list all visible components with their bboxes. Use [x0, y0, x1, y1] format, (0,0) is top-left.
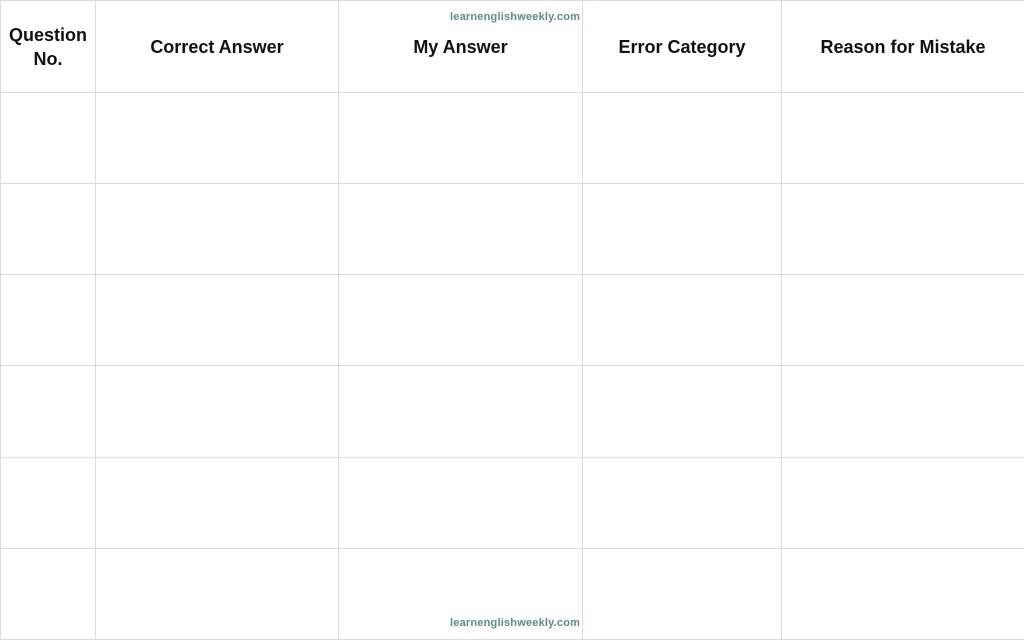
- cell-question-no[interactable]: [1, 93, 96, 184]
- cell-reason-for-mistake[interactable]: [782, 457, 1024, 548]
- header-correct-answer-label: Correct Answer: [150, 36, 284, 57]
- cell-reason-for-mistake[interactable]: [782, 93, 1024, 184]
- table-row: [1, 457, 1024, 548]
- header-reason-for-mistake: [782, 1, 1024, 93]
- watermark-bottom: learnenglishweekly.com: [450, 617, 581, 629]
- cell-my-answer[interactable]: [339, 366, 583, 457]
- header-error-category: [583, 1, 782, 93]
- cell-reason-for-mistake[interactable]: [782, 275, 1024, 366]
- watermark-top: learnenglishweekly.com: [450, 11, 581, 23]
- cell-correct-answer[interactable]: [96, 275, 339, 366]
- header-error-category-label: Error Category: [618, 36, 746, 57]
- cell-my-answer[interactable]: [339, 93, 583, 184]
- cell-question-no[interactable]: [1, 275, 96, 366]
- cell-question-no[interactable]: [1, 184, 96, 275]
- cell-my-answer[interactable]: [339, 457, 583, 548]
- table-row: [1, 184, 1024, 275]
- table-row: [1, 366, 1024, 457]
- header-correct-answer: [96, 1, 339, 93]
- header-reason-for-mistake-label: Reason for Mistake: [820, 36, 986, 57]
- cell-question-no[interactable]: [1, 366, 96, 457]
- cell-correct-answer[interactable]: [96, 457, 339, 548]
- cell-error-category[interactable]: [583, 366, 782, 457]
- header-question-no: [1, 1, 96, 93]
- cell-correct-answer[interactable]: [96, 184, 339, 275]
- header-question-no-label: Question No.: [8, 24, 87, 69]
- cell-error-category[interactable]: [583, 548, 782, 639]
- cell-error-category[interactable]: [583, 275, 782, 366]
- cell-question-no[interactable]: [1, 457, 96, 548]
- cell-reason-for-mistake[interactable]: [782, 366, 1024, 457]
- table-row: [1, 93, 1024, 184]
- table-row: [1, 275, 1024, 366]
- cell-error-category[interactable]: [583, 457, 782, 548]
- cell-correct-answer[interactable]: [96, 366, 339, 457]
- cell-error-category[interactable]: [583, 93, 782, 184]
- cell-error-category[interactable]: [583, 184, 782, 275]
- cell-correct-answer[interactable]: [96, 93, 339, 184]
- cell-my-answer[interactable]: [339, 275, 583, 366]
- cell-question-no[interactable]: [1, 548, 96, 639]
- cell-reason-for-mistake[interactable]: [782, 184, 1024, 275]
- cell-my-answer[interactable]: [339, 184, 583, 275]
- header-my-answer-label: My Answer: [413, 36, 508, 57]
- cell-reason-for-mistake[interactable]: [782, 548, 1024, 639]
- cell-correct-answer[interactable]: [96, 548, 339, 639]
